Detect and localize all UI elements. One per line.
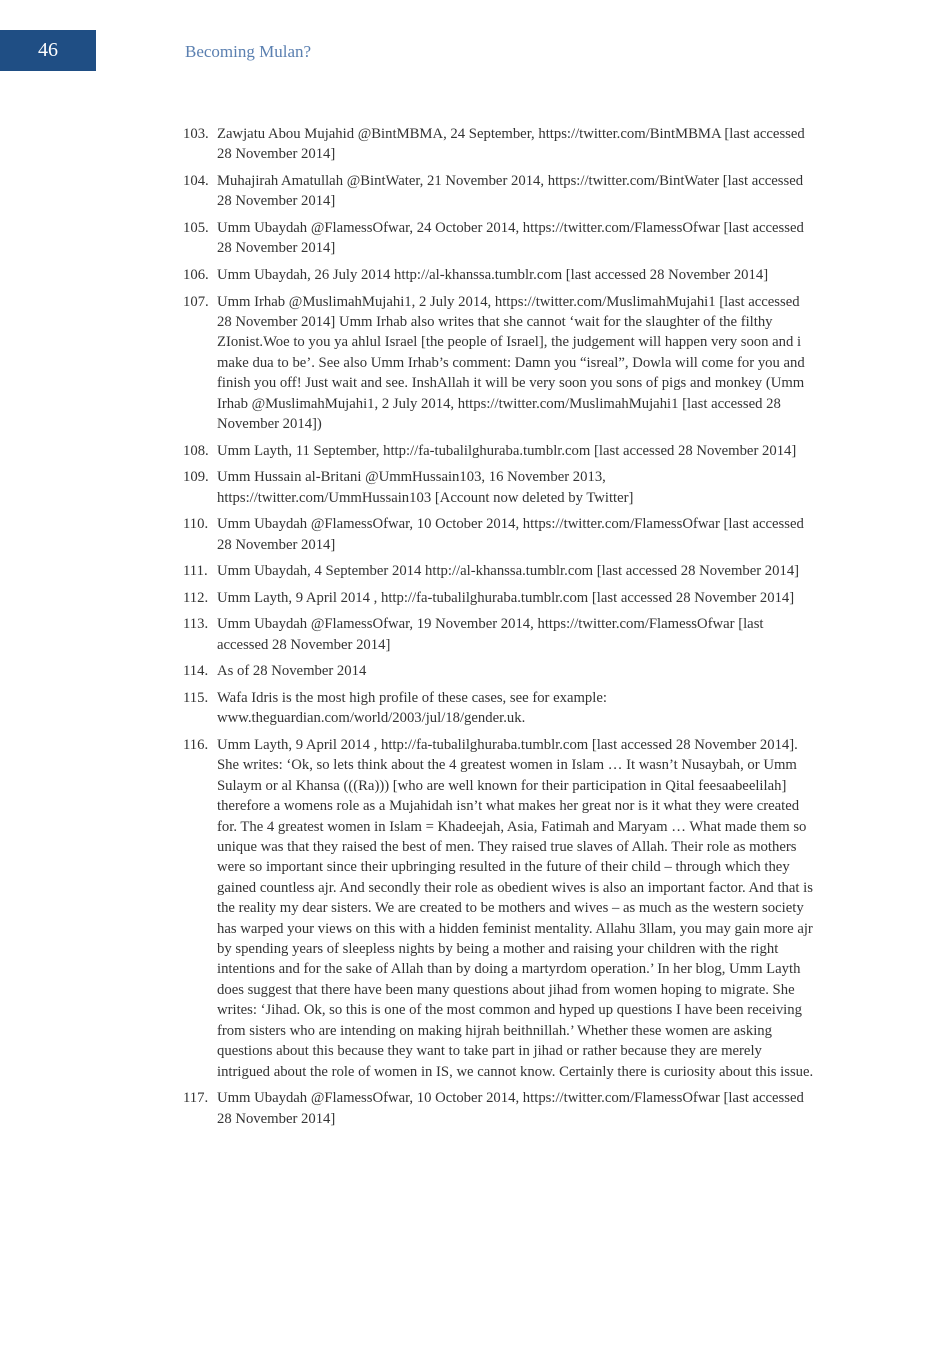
endnote-number: 104.	[183, 173, 209, 189]
endnote	[183, 688, 815, 729]
endnote	[183, 171, 815, 212]
endnote-number: 113.	[183, 616, 209, 633]
endnote-number: 112.	[183, 589, 209, 606]
endnote	[183, 265, 815, 285]
endnote-text: Umm Layth, 9 April 2014 , http://fa-tubalilghuraba.tumblr.com [last accessed 28 November 2014]	[217, 589, 795, 606]
endnote-number: 106.	[183, 267, 209, 283]
endnote	[183, 441, 815, 461]
endnote-number: 109.	[183, 469, 209, 486]
endnotes-list	[183, 124, 815, 1135]
page-number-tab	[0, 30, 96, 71]
endnote-text: Umm Ubaydah @FlamessOfwar, 10 October 2014, https://twitter.com/FlamessOfwar [last accessed 28 November 2014]	[217, 1090, 804, 1127]
endnote-text: Umm Layth, 11 September, http://fa-tubalilghuraba.tumblr.com [last accessed 28 November 2014]	[217, 442, 797, 459]
endnote-number: 117.	[183, 1090, 209, 1107]
endnote	[183, 1088, 815, 1129]
endnote-number: 103.	[183, 126, 209, 142]
running-title: Becoming Mulan?	[185, 42, 312, 61]
endnote-text: Umm Ubaydah, 26 July 2014 http://al-khanssa.tumblr.com [last accessed 28 November 2014]	[217, 267, 769, 283]
endnote-text: Umm Ubaydah @FlamessOfwar, 19 November 2014, https://twitter.com/FlamessOfwar [last accessed 28 November 2014]	[217, 616, 764, 653]
endnote-text: Umm Ubaydah, 4 September 2014 http://al-khanssa.tumblr.com [last accessed 28 November 2014]	[217, 563, 800, 580]
endnote	[183, 467, 815, 508]
endnote-text: Umm Irhab @MuslimahMujahi1, 2 July 2014, https://twitter.com/MuslimahMujahi1 [last accessed 28 November 2014] Umm Irhab also writes that she cannot ‘wait for the slaughter of the filthy ZIonist.Woe to you ya ahlul Israel [the people of Israel], the judgement will happen very soon and i make dua to be’. See also Umm Irhab’s comment: Damn you “isreal”, Dowla will come for you and finish you off! Just wait and see. InshAllah it will be very soon you sons of pigs and monkey (Umm Irhab @MuslimahMujahi1, 2 July 2014, https://twitter.com/MuslimahMujahi1 [last accessed 28 November 2014])	[217, 293, 805, 433]
endnote-text: Umm Ubaydah @FlamessOfwar, 24 October 2014, https://twitter.com/FlamessOfwar [last accessed 28 November 2014]	[217, 220, 804, 257]
endnote-number: 107.	[183, 293, 209, 310]
endnote	[183, 124, 815, 165]
endnote-text: Umm Layth, 9 April 2014 , http://fa-tubalilghuraba.tumblr.com [last accessed 28 November 2014]. She writes: ‘Ok, so lets think about the 4 greatest women in Islam … It wasn’t Nusaybah, or Umm Sulaym or al Khansa (((Ra))) [who are well known for their participation in Qital feesaabeelilah] therefore a womens role as a Mujahidah isn’t what makes her great nor is it what they were created for. The 4 greatest women in Islam = Khadeejah, Asia, Fatimah and Maryam … What made them so unique was that they raised the best of men. They raised true slaves of Allah. Their role as mothers were so important since their upbringing resulted in the future of their child – through which they gained countless ajr. And secondly their role as obedient wives is also an important factor. And that is the reality my dear sisters. We are created to be mothers and wives – as much as the western society has warped your views on this with a hidden feminist mentality. Allahu 3llam, you may gain more ajr by spending years of sleepless nights by being a mother and raising your children with the right intentions and for the sake of Allah than by doing a martyrdom operation.’ In her blog, Umm Layth does suggest that there have been many questions about jihad from women hoping to migrate. She writes: ‘Jihad. Ok, so this is one of the most common and hyped up questions I have been receiving from sisters who are intending on making hijrah beithnillah.’ Whether these women are asking questions about this because they want to take part in jihad or rather because they are merely intrigued about the role of women in IS, we cannot know. Certainly there is curiosity about this issue.	[217, 737, 814, 1080]
endnote-number: 105.	[183, 220, 209, 236]
endnote-text: Umm Ubaydah @FlamessOfwar, 10 October 2014, https://twitter.com/FlamessOfwar [last accessed 28 November 2014]	[217, 516, 804, 553]
endnote	[183, 735, 815, 1082]
endnote-text: Umm Hussain al-Britani @UmmHussain103, 16 November 2013, https://twitter.com/UmmHussain103 [Account now deleted by Twitter]	[217, 469, 634, 506]
endnote-number: 111.	[183, 563, 208, 580]
endnote	[183, 514, 815, 555]
endnote-text: Wafa Idris is the most high profile of these cases, see for example: www.theguardian.com/world/2003/jul/18/gender.uk.	[217, 690, 607, 727]
endnote-text: As of 28 November 2014	[217, 663, 367, 680]
endnote-number: 116.	[183, 737, 209, 753]
endnote-text: Zawjatu Abou Mujahid @BintMBMA, 24 September, https://twitter.com/BintMBMA [last accessed 28 November 2014]	[217, 126, 805, 163]
endnote-text: Muhajirah Amatullah @BintWater, 21 November 2014, https://twitter.com/BintWater [last accessed 28 November 2014]	[217, 173, 804, 210]
endnote-number: 108.	[183, 442, 209, 459]
endnote-number: 115.	[183, 690, 209, 706]
endnote	[183, 292, 815, 435]
endnote-number: 110.	[183, 516, 209, 533]
endnote	[183, 588, 815, 608]
endnote	[183, 614, 815, 655]
page-number: 46	[38, 39, 58, 61]
endnote	[183, 561, 815, 581]
endnote-number: 114.	[183, 663, 209, 680]
endnote	[183, 218, 815, 259]
endnote	[183, 661, 815, 681]
